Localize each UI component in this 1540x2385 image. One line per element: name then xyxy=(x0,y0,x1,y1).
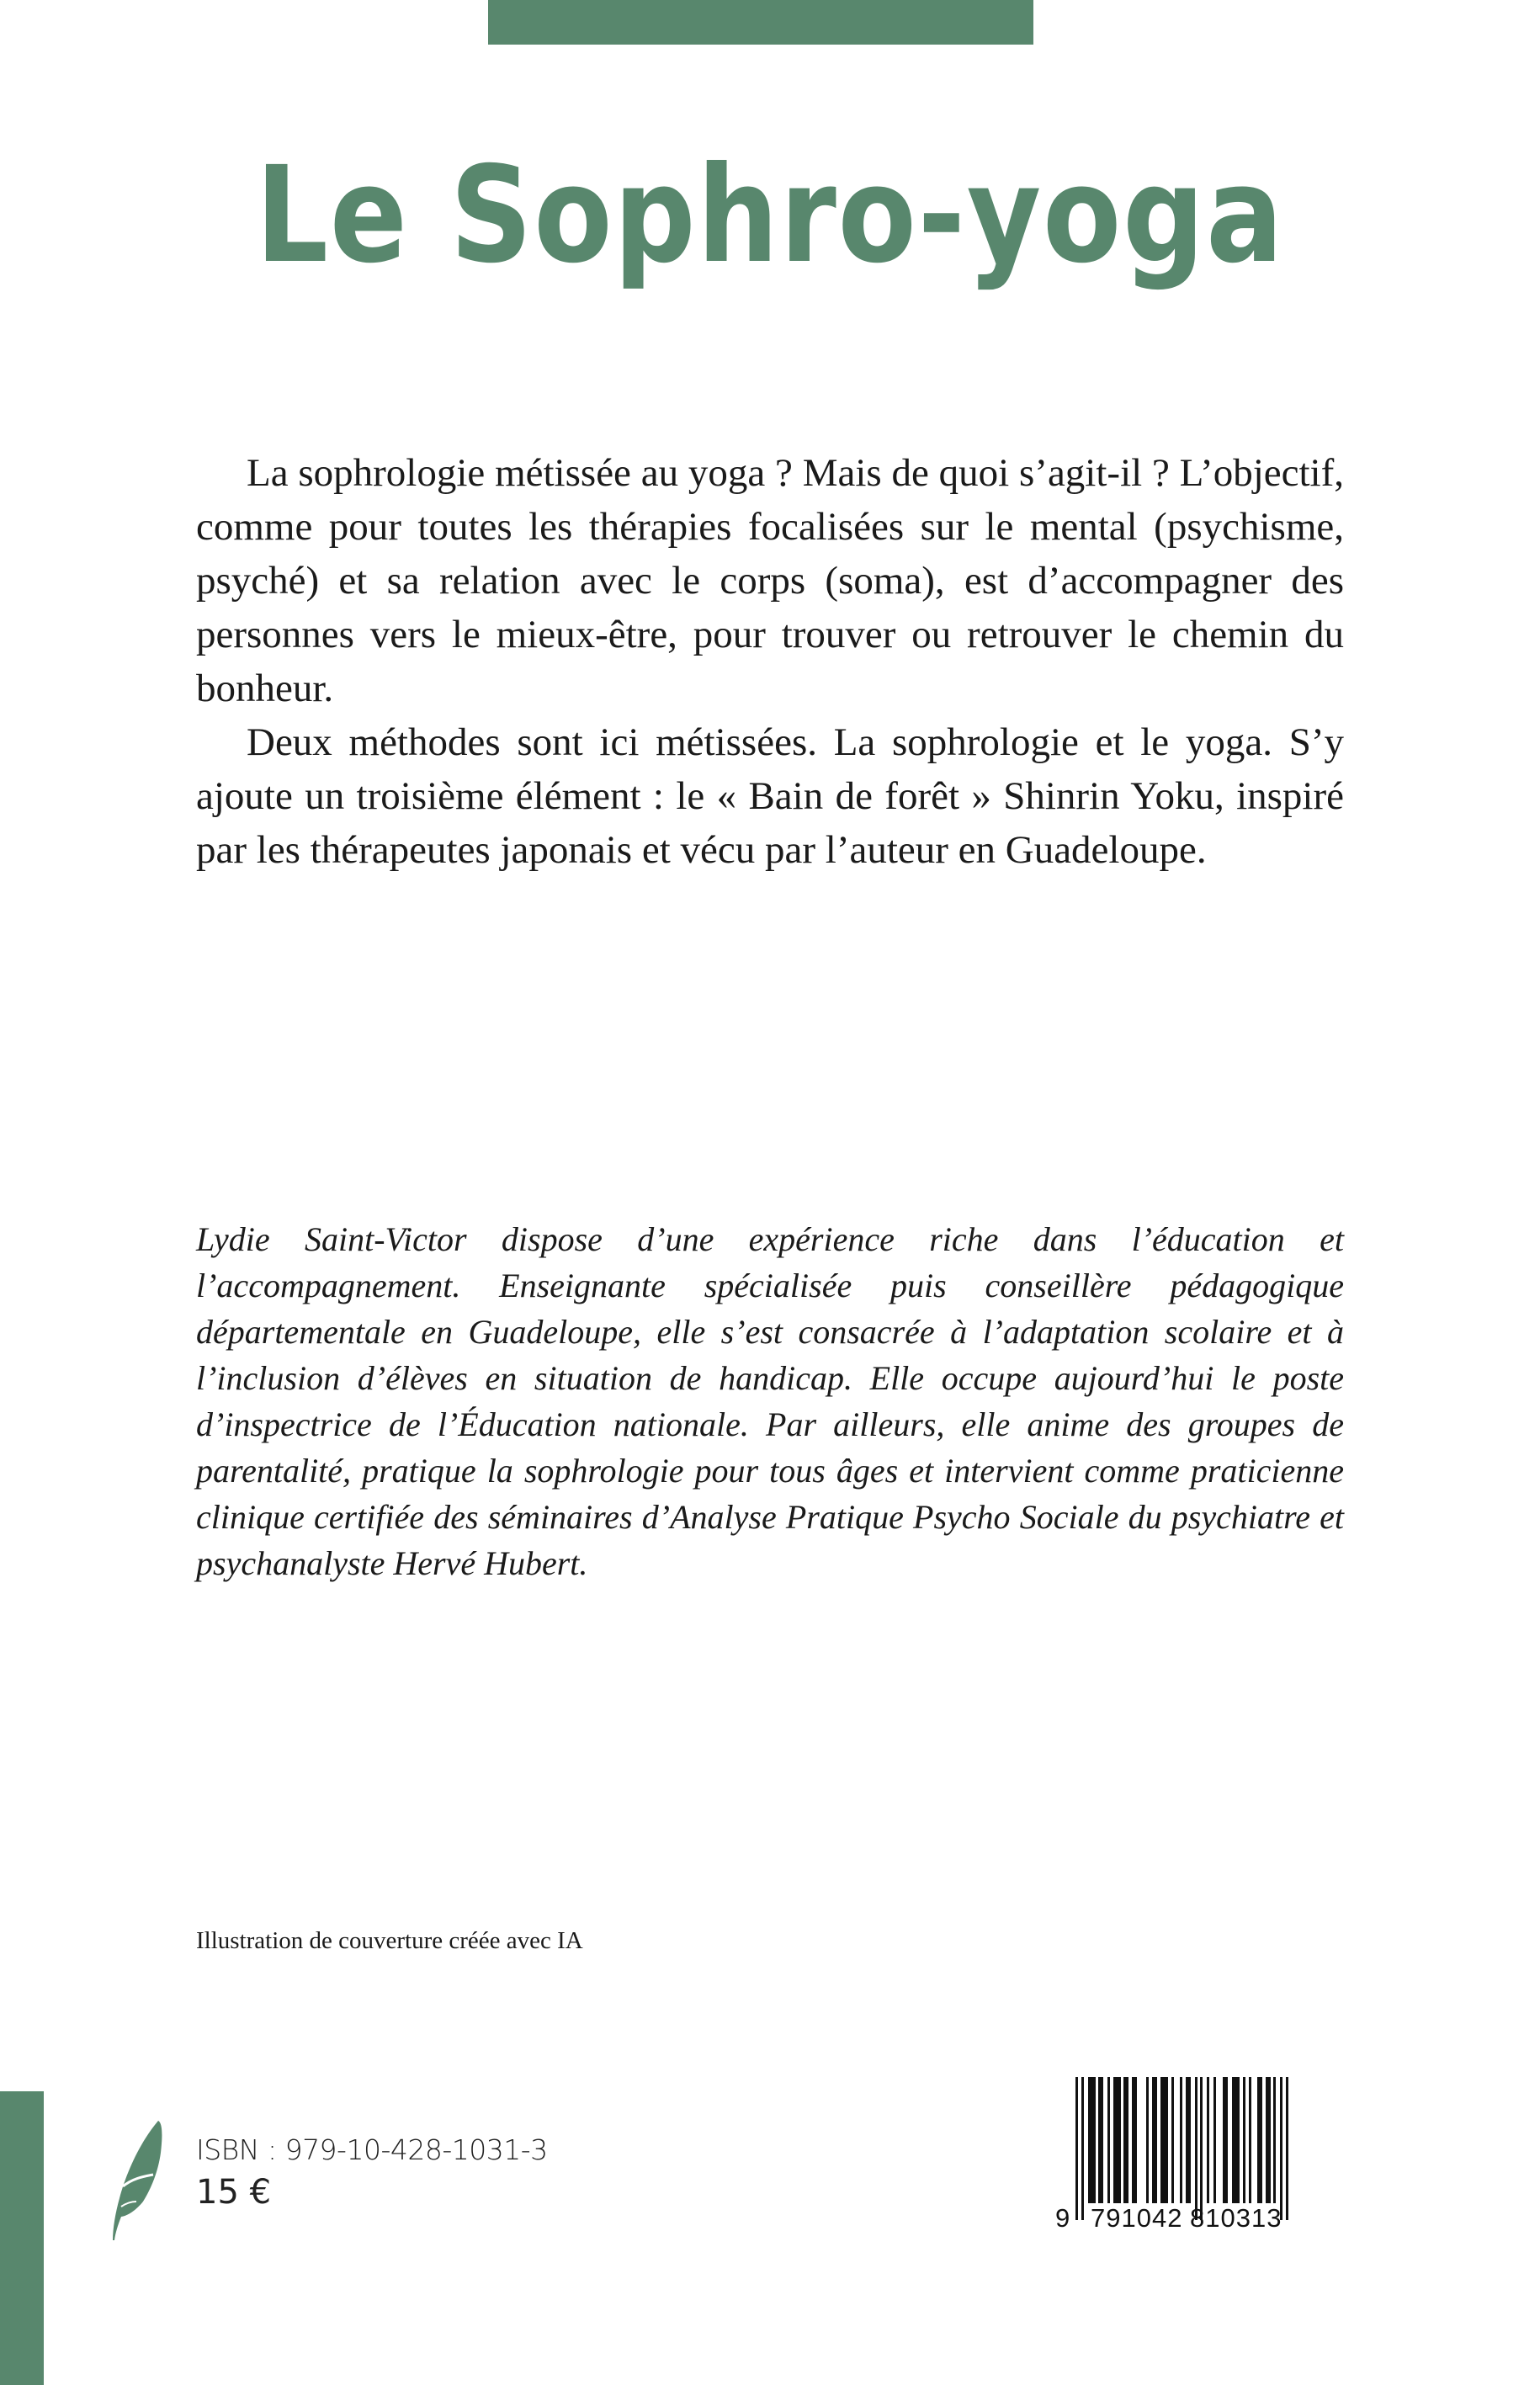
barcode-first-digit: 9 xyxy=(1055,2203,1070,2233)
price: 15 € xyxy=(196,2173,272,2212)
side-accent-band xyxy=(0,2091,44,2385)
barcode-icon xyxy=(1052,2077,1296,2220)
feather-icon xyxy=(108,2119,167,2241)
illustration-credit: Illustration de couverture créée avec IA xyxy=(196,1927,583,1954)
author-bio: Lydie Saint-Victor dispose d’une expérience riche dans l’éducation et l’accompagnement. Enseignante spécialisée puis conseillère pédagogique départementale en Guadeloupe, elle s’est consacrée à l’adaptation scolaire et à l’inclusion d’élèves en situation de handicap. Elle occupe aujourd’hui le poste d’inspectrice de l’Éducation nationale. Par ailleurs, elle anime des groupes de parentalité, pratique la sophrologie pour tous âges et intervient comme praticienne clinique certifiée des séminaires d’Analyse Pratique Psycho Sociale du psychiatre et psychanalyste Hervé Hubert. xyxy=(196,1220,1344,1582)
barcode-left-group: 791042 xyxy=(1091,2203,1183,2233)
top-accent-band xyxy=(488,0,1033,45)
isbn: ISBN : 979-10-428-1031-3 xyxy=(196,2133,548,2166)
barcode-digits xyxy=(1055,2203,1308,2324)
barcode-right-group: 810313 xyxy=(1190,2203,1282,2233)
book-title: Le Sophro-yoga xyxy=(255,138,1285,293)
book-summary xyxy=(196,446,1344,877)
summary-paragraph: Deux méthodes sont ici métissées. La sophrologie et le yoga. S’y ajoute un troisième élément : le « Bain de forêt » Shinrin Yoku, inspiré par les thérapeutes japonais et vécu par l’auteur en Guadeloupe. xyxy=(196,720,1344,872)
summary-paragraph: La sophrologie métissée au yoga ? Mais de quoi s’agit-il ? L’objectif, comme pour toutes les thérapies focalisées sur le mental (psychisme, psyché) et sa relation avec le corps (soma), est d’accompagner des personnes vers le mieux-être, pour trouver ou retrouver le chemin du bonheur. xyxy=(196,451,1344,710)
